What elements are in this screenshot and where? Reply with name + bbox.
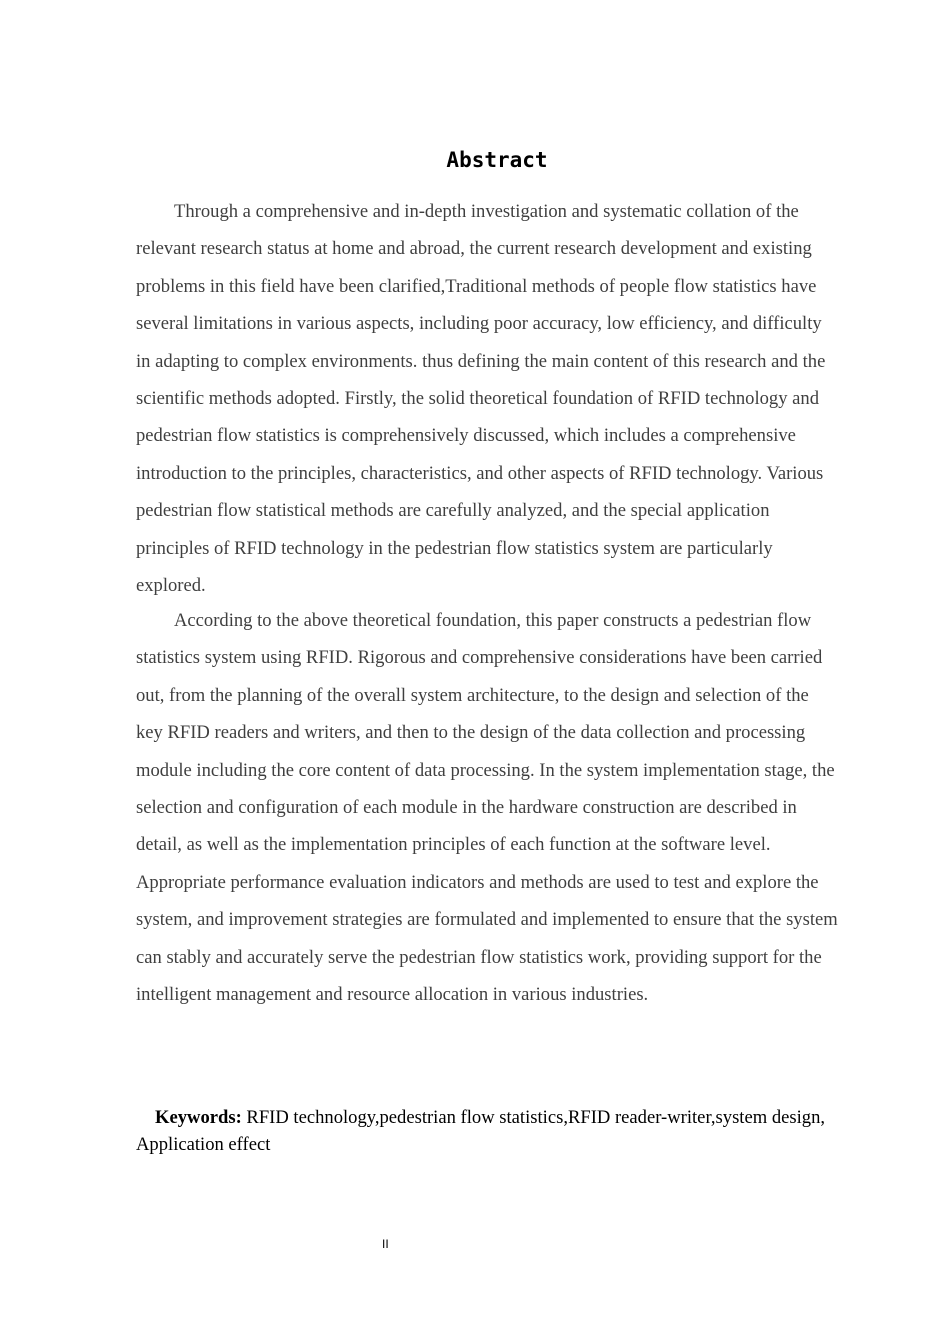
paragraph-line: statistics system using RFID. Rigorous and comprehensive considerations have been carried [136, 647, 823, 669]
abstract-paragraph-1 [136, 199, 866, 610]
paragraph-line: problems in this field have been clarified,Traditional methods of people flow statistics have [136, 275, 817, 297]
abstract-title: Abstract [446, 148, 548, 172]
paragraph-line: relevant research status at home and abroad, the current research development and existing [136, 238, 812, 260]
paragraph-line: system, and improvement strategies are formulated and implemented to ensure that the system [136, 909, 838, 931]
abstract-paragraph-2 [136, 608, 866, 1019]
keywords-list: RFID technology,pedestrian flow statistics,RFID reader-writer,system design, [241, 1107, 826, 1128]
paragraph-line: can stably and accurately serve the pedestrian flow statistics work, providing support for the [136, 946, 822, 968]
keywords-label: Keywords: [155, 1107, 242, 1128]
paragraph-line: detail, as well as the implementation principles of each function at the software level. [136, 834, 771, 856]
paragraph-line: According to the above theoretical foundation, this paper constructs a pedestrian flow [174, 610, 812, 631]
keywords-line-1 [136, 1104, 866, 1131]
paragraph-line: module including the core content of data processing. In the system implementation stage, the [136, 759, 835, 781]
paragraph-line: several limitations in various aspects, including poor accuracy, low efficiency, and difficulty [136, 313, 822, 335]
paragraph-line: principles of RFID technology in the pedestrian flow statistics system are particularly [136, 537, 773, 559]
paragraph-line: Through a comprehensive and in-depth investigation and systematic collation of the [174, 201, 799, 222]
paragraph-line: pedestrian flow statistical methods are carefully analyzed, and the special application [136, 500, 770, 522]
paragraph-line: pedestrian flow statistics is comprehensively discussed, which includes a comprehensive [136, 425, 796, 447]
paragraph-line: intelligent management and resource allocation in various industries. [136, 983, 649, 1005]
paragraph-line: Appropriate performance evaluation indicators and methods are used to test and explore the [136, 871, 819, 893]
paragraph-line: introduction to the principles, characteristics, and other aspects of RFID technology. Various [136, 462, 824, 484]
paragraph-line: key RFID readers and writers, and then to the design of the data collection and processing [136, 722, 806, 744]
keywords-line-2: Application effect [136, 1134, 271, 1155]
paragraph-line: explored. [136, 574, 206, 596]
paragraph-line: selection and configuration of each module in the hardware construction are described in [136, 796, 797, 818]
page-number: II [382, 1237, 389, 1251]
paragraph-line: in adapting to complex environments. thus defining the main content of this research and the [136, 350, 826, 372]
paragraph-line: scientific methods adopted. Firstly, the solid theoretical foundation of RFID technology and [136, 387, 820, 409]
keywords-section [136, 1104, 866, 1158]
paragraph-line: out, from the planning of the overall system architecture, to the design and selection of the [136, 684, 809, 706]
